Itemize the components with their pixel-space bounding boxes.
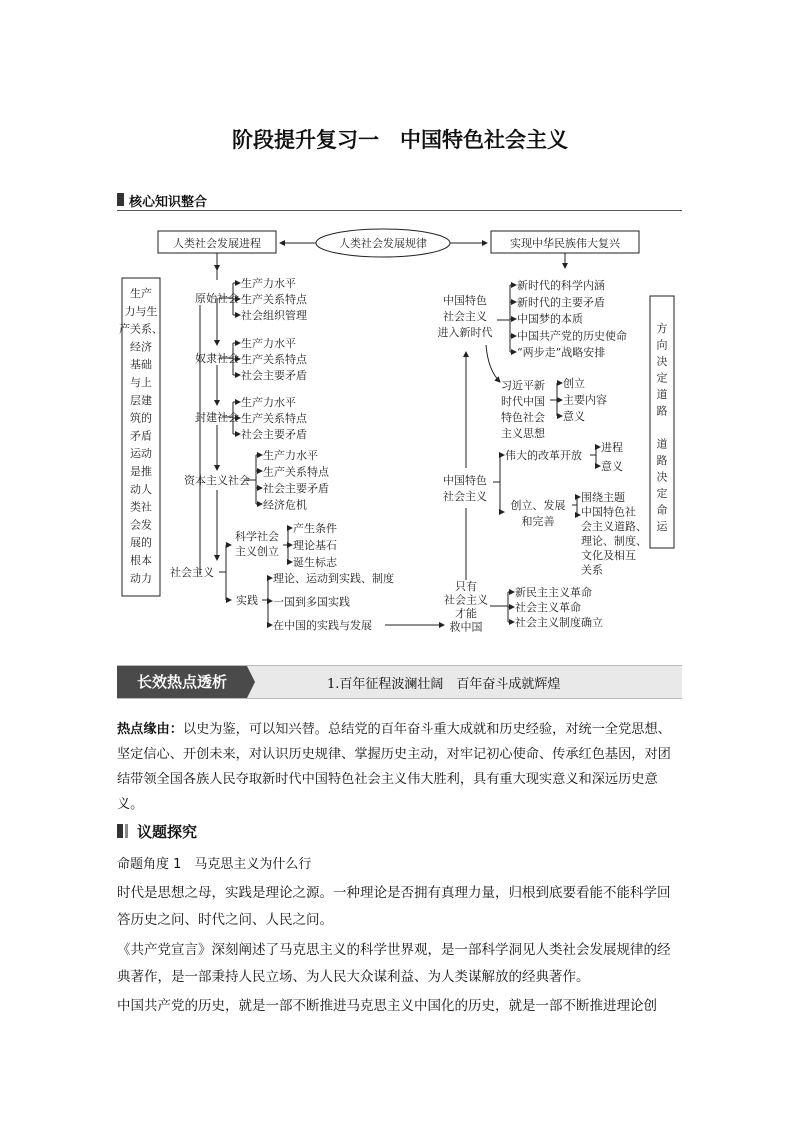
label-slave-item: 社会主要矛盾 xyxy=(241,369,307,382)
label-only: 社会主义 xyxy=(444,593,488,607)
label-right-vertical: 决 xyxy=(656,355,668,368)
label-development-law: 人类社会发展规律 xyxy=(339,237,427,250)
label-practice: 实践 xyxy=(236,594,258,607)
label-xi-thought: 主义思想 xyxy=(501,427,545,440)
label-xi-thought: 习近平新 xyxy=(501,379,545,392)
label-only-item: 新民主主义革命 xyxy=(515,586,592,599)
label-capitalist-item: 生产关系特点 xyxy=(263,465,329,479)
label-left-vertical: 动力 xyxy=(130,571,152,585)
label-create: 创立、发展 xyxy=(510,499,566,512)
label-left-vertical: 展的 xyxy=(130,536,152,550)
label-reform-item: 意义 xyxy=(601,460,623,473)
label-reform-item: 进程 xyxy=(601,441,623,454)
label-only: 才能 xyxy=(455,607,477,620)
label-right-vertical: 道 xyxy=(656,388,668,401)
label-new-era: 中国特色 xyxy=(443,294,487,307)
label-right-vertical: 定 xyxy=(656,371,668,385)
label-feudal-item: 生产关系特点 xyxy=(241,412,307,425)
label-right-vertical: 道 xyxy=(656,437,668,451)
label-right-vertical: 定 xyxy=(656,487,668,500)
label-xi-item: 意义 xyxy=(563,410,585,423)
label-new-era-item: 新时代的主要矛盾 xyxy=(517,295,605,309)
label-sci-soc-item: 诞生标志 xyxy=(293,556,337,569)
label-new-era: 进入新时代 xyxy=(437,326,493,339)
topic-marker-icon xyxy=(117,824,123,838)
label-right-vertical: 路 xyxy=(656,454,668,467)
label-new-era-item: 中国梦的本质 xyxy=(517,312,583,326)
hot-topic-tag: 长效热点透析 xyxy=(117,666,247,698)
label-right-vertical: 向 xyxy=(656,338,668,352)
label-left-vertical: 动人 xyxy=(130,482,152,496)
paragraph-1: 时代是思想之母，实践是理论之源。一种理论是否拥有真理力量，归根到底要看能不能科学回答历史之问、时代之问、人民之问。 xyxy=(117,885,671,928)
label-right-vertical: 方 xyxy=(656,322,668,335)
label-only-item: 社会主义制度确立 xyxy=(515,616,603,629)
label-left-vertical: 类社 xyxy=(130,500,152,514)
label-left-vertical: 层建 xyxy=(130,393,152,407)
topic-title: 议题探究 xyxy=(137,823,198,841)
label-primitive-item: 社会组织管理 xyxy=(241,309,307,322)
label-only: 只有 xyxy=(455,580,477,593)
label-capitalist-item: 社会主要矛盾 xyxy=(263,482,329,495)
label-practice-item: 理论、运动到实践、制度 xyxy=(273,572,394,585)
page-title: 阶段提升复习一 中国特色社会主义 xyxy=(232,128,568,152)
label-sci-soc-item: 理论基石 xyxy=(293,539,337,552)
label-feudal-item: 生产力水平 xyxy=(241,396,296,409)
label-left-vertical: 生产 xyxy=(130,287,152,300)
label-new-era: 社会主义 xyxy=(443,310,487,323)
label-capitalist-item: 生产力水平 xyxy=(263,449,318,462)
label-feudal: 封建社会 xyxy=(195,411,239,424)
section-title: 核心知识整合 xyxy=(129,195,208,210)
reason-paragraph xyxy=(117,717,683,817)
label-only: 救中国 xyxy=(449,620,483,634)
label-new-era-item: 新时代的科学内涵 xyxy=(517,279,605,292)
label-create-item: 中国特色社 xyxy=(581,505,636,519)
topic-marker-bar-icon xyxy=(125,824,128,838)
label-primitive: 原始社会 xyxy=(195,292,239,305)
label-left-vertical: 会发 xyxy=(130,518,152,532)
label-right-vertical: 路 xyxy=(656,404,668,418)
label-only-item: 社会主义革命 xyxy=(515,601,581,614)
label-slave: 奴隶社会 xyxy=(195,352,239,365)
reason-label: 热点缘由： xyxy=(117,722,183,737)
label-xi-item: 创立 xyxy=(563,377,585,390)
label-create: 和完善 xyxy=(521,515,555,528)
label-left-vertical: 力与生 xyxy=(124,304,158,318)
label-rejuvenation: 实现中华民族伟大复兴 xyxy=(510,237,620,250)
label-xi-thought: 时代中国 xyxy=(501,395,545,408)
label-scientific-socialism: 主义创立 xyxy=(235,545,279,558)
label-slave-item: 生产力水平 xyxy=(241,337,296,350)
label-slave-item: 生产关系特点 xyxy=(241,353,307,366)
label-practice-item: 在中国的实践与发展 xyxy=(273,619,372,632)
hot-topic-subtitle: 1.百年征程波澜壮阔 百年奋斗成就辉煌 xyxy=(327,677,561,692)
label-left-vertical: 与上 xyxy=(130,376,152,389)
label-human-society-process: 人类社会发展进程 xyxy=(173,237,261,250)
label-sci-soc-item: 产生条件 xyxy=(293,522,337,535)
label-cs-head: 中国特色 xyxy=(443,474,487,487)
label-right-vertical: 命 xyxy=(656,503,668,517)
label-create-item: 文化及相互 xyxy=(581,549,636,562)
paragraph-2: 《共产党宣言》深刻阐述了马克思主义的科学世界观，是一部科学洞见人类社会发展规律的经典著作，是一部秉持人民立场、为人民大众谋利益、为人类谋解放的经典著作。 xyxy=(117,942,671,985)
label-left-vertical: 经济 xyxy=(130,340,152,354)
proposition-angle: 命题角度 1 马克思主义为什么行 xyxy=(117,857,312,872)
label-xi-item: 主要内容 xyxy=(563,393,607,407)
label-xi-thought: 特色社会 xyxy=(501,411,545,424)
label-left-vertical: 矛盾 xyxy=(130,429,152,443)
label-cs-head: 社会主义 xyxy=(443,490,487,503)
label-capitalist-item: 经济危机 xyxy=(263,498,307,512)
paragraph-3: 中国共产党的历史，就是一部不断推进马克思主义中国化的历史，就是一部不断推进理论创 xyxy=(117,998,657,1014)
label-reform: 伟大的改革开放 xyxy=(505,449,582,462)
label-right-vertical: 决 xyxy=(656,470,668,484)
label-new-era-item: 中国共产党的历史使命 xyxy=(517,329,627,343)
label-create-item: 围绕主题 xyxy=(581,491,625,504)
reason-text: 以史为鉴，可以知兴替。总结党的百年奋斗重大成就和历史经验，对统一全党思想、坚定信心、开创未来，对认识历史规律、掌握历史主动，对牢记初心使命、传承红色基因，对团结带领全国各族人民夺取新时代中国特色社会主义伟大胜利，具有重大现实意义和深远历史意义。 xyxy=(117,722,671,812)
label-new-era-item: “两步走”战略安排 xyxy=(517,346,606,360)
label-left-vertical: 基础 xyxy=(130,358,152,372)
label-left-vertical: 是推 xyxy=(130,465,152,478)
label-create-item: 会主义道路、 xyxy=(581,520,647,533)
label-create-item: 理论、制度、 xyxy=(581,534,647,548)
label-right-vertical: 运 xyxy=(656,520,668,533)
label-left-vertical: 根本 xyxy=(130,554,152,567)
label-capitalist: 资本主义社会 xyxy=(184,474,250,487)
label-create-item: 关系 xyxy=(581,563,603,577)
label-scientific-socialism: 科学社会 xyxy=(235,530,279,543)
label-socialist: 社会主义 xyxy=(170,566,214,579)
label-left-vertical: 产关系、 xyxy=(119,322,163,336)
label-left-vertical: 筑的 xyxy=(130,411,152,425)
label-primitive-item: 生产关系特点 xyxy=(241,293,307,306)
label-feudal-item: 社会主要矛盾 xyxy=(241,428,307,441)
hot-topic-bar xyxy=(117,665,682,699)
label-left-vertical: 运动 xyxy=(130,447,152,461)
label-practice-item: 一国到多国实践 xyxy=(273,595,350,609)
label-primitive-item: 生产力水平 xyxy=(241,277,296,290)
